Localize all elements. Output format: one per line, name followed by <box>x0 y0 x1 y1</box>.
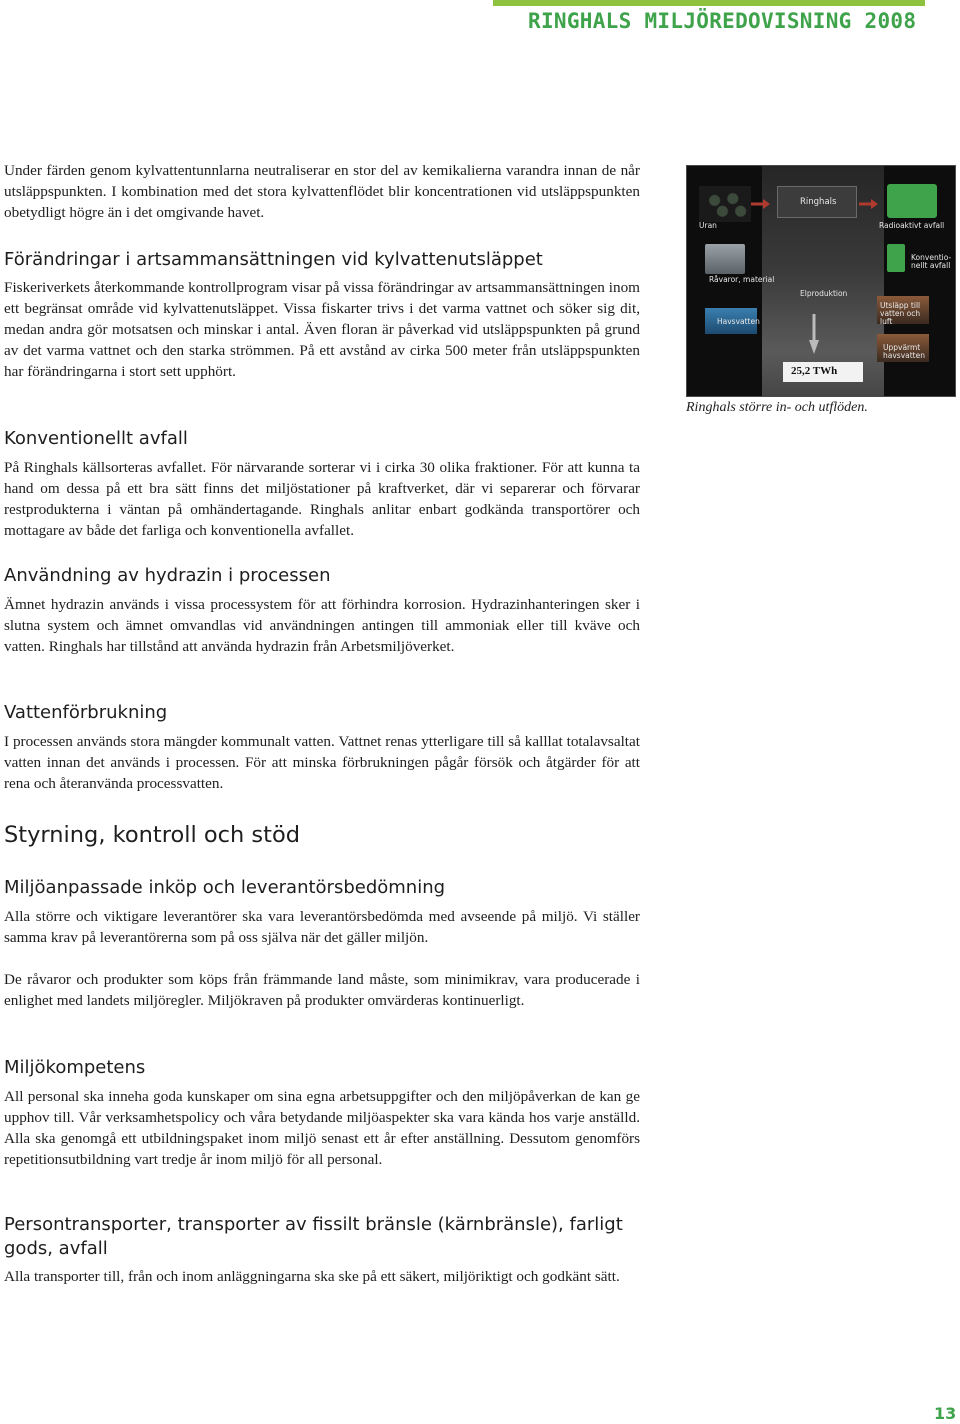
uran-photo <box>699 186 751 222</box>
section-hydrazin-text: Ämnet hydrazin används i vissa processystem för att förhindra korrosion. Hydrazinhanteringen sker i slutna system och ämnet omvandlas vid användningen antingen till ammoniak eller till kväve och vatten. Ringhals har tillstånd att använda hydrazin från Arbetsmiljöverket. <box>4 596 640 655</box>
section-kompetens <box>4 1056 640 1170</box>
intro-text: Under färden genom kylvattentunnlarna neutraliserar en stor del av kemikalierna varandra innan de når utsläppspunkten. I kombination med det stora kylvattenflödet blir koncentrationen vid utsläppspunkten obetydligt högre än i det omgivande havet. <box>4 162 640 221</box>
ravaror-photo <box>705 244 745 274</box>
arrow-down-icon <box>808 314 820 356</box>
section-artsammansattning-text: Fiskeriverkets återkommande kontrollprogram visar på vissa förändringar av artsammansättningen inom ett begränsat område vid kylvattenutsläppet. Vissa fiskarter trivs i det varma vattnet och söker sig dit, medan andra gör motsatsen och minskar i antal. Även floran är påverkad vid utsläppspunkten på grund av det varma vattnet och den starka strömmen. På ett avstånd av cirka 500 meter från utsläppspunkten har förändringarna i stort sett upphört. <box>4 279 640 380</box>
label-uran: Uran <box>699 221 717 230</box>
label-uppvarmt: Uppvärmt havsvatten <box>883 343 925 360</box>
label-konventionellt: Konventio- nellt avfall <box>911 253 952 270</box>
label-ravaror: Råvaror, material <box>709 275 775 284</box>
figure-caption: Ringhals större in- och utflöden. <box>686 400 868 415</box>
label-elproduktion: Elproduktion <box>800 289 848 298</box>
arrow-out-icon <box>859 198 879 210</box>
label-utslapp: Utsläpp till vatten och luft <box>880 301 921 326</box>
section-inkop-text2: De råvaror och produkter som köps från främmande land måste, som minimikrav, vara producerade i enlighet med landets miljöregler. Miljökraven på produkter omvärderas kontinuerligt. <box>4 971 640 1009</box>
section-hydrazin <box>4 564 640 657</box>
conventional-waste-icon <box>887 244 905 272</box>
header-title: RINGHALS MILJÖREDOVISNING 2008 <box>528 9 917 33</box>
section-hydrazin-title: Användning av hydrazin i processen <box>4 565 331 586</box>
section-inkop <box>4 876 640 1011</box>
header-rule <box>493 0 925 6</box>
section-transporter-text: Alla transporter till, från och inom anläggningarna ska ske på ett säkert, miljöriktigt och godkänt sätt. <box>4 1268 620 1285</box>
intro-block <box>4 160 640 223</box>
section-konventionellt-title: Konventionellt avfall <box>4 428 188 449</box>
section-transporter <box>4 1213 640 1287</box>
section-vatten <box>4 701 640 794</box>
section-vatten-title: Vattenförbrukning <box>4 702 168 723</box>
radioactive-waste-icon <box>887 184 937 218</box>
label-havsvatten: Havsvatten <box>717 317 760 326</box>
section-transporter-title: Persontransporter, transporter av fissilt bränsle (kärnbränsle), farligt gods, avfall <box>4 1214 623 1259</box>
ringhals-flow-figure <box>686 165 956 397</box>
section-artsammansattning-title: Förändringar i artsammansättningen vid kylvattenutsläppet <box>4 249 543 270</box>
section-konventionellt <box>4 427 640 541</box>
section-kompetens-title: Miljökompetens <box>4 1057 146 1078</box>
label-energy: 25,2 TWh <box>791 365 838 377</box>
section-inkop-text1: Alla större och viktigare leverantörer ska vara leverantörsbedömda med avseende på miljö. Vi ställer samma krav på leverantörerna som på oss själva när det gäller miljön. <box>4 908 640 946</box>
label-ringhals: Ringhals <box>800 197 837 207</box>
arrow-in-icon <box>751 198 771 210</box>
section-inkop-title: Miljöanpassade inköp och leverantörsbedömning <box>4 877 446 898</box>
section-vatten-text: I processen används stora mängder kommunalt vatten. Vattnet renas ytterligare till så kalllat totalavsaltat vatten innan det används i processen. För att minska förbrukningen pågår försök och åtgärder för att rena och återanvända processvatten. <box>4 733 640 792</box>
section-kompetens-text: All personal ska inneha goda kunskaper om sina egna arbetsuppgifter och den miljöpåverkan de kan ge upphov till. Vår verksamhetspolicy och våra betydande miljöaspekter ska vara kända hos varje anställd. Alla ska genomgå ett utbildningspaket inom miljö senast ett år efter anställning. Dessutom genomförs repetitionsutbildning vart tredje år inom miljö för all personal. <box>4 1088 640 1168</box>
section-styrning <box>4 821 640 849</box>
section-styrning-title: Styrning, kontroll och stöd <box>4 822 301 848</box>
page-number: 13 <box>934 1404 957 1423</box>
label-radioaktivt: Radioaktivt avfall <box>879 221 945 230</box>
section-konventionellt-text: På Ringhals källsorteras avfallet. För närvarande sorterar vi i cirka 30 olika fraktioner. För att kunna ta hand om dessa på ett bra sätt finns det miljöstationer på kraftverket, där vi separerar och förvarar restprodukterna i väntan på omhändertagande. Ringhals anlitar enbart godkända transportörer och mottagare av både det farliga och konventionella avfallet. <box>4 459 640 539</box>
section-artsammansattning <box>4 248 640 382</box>
